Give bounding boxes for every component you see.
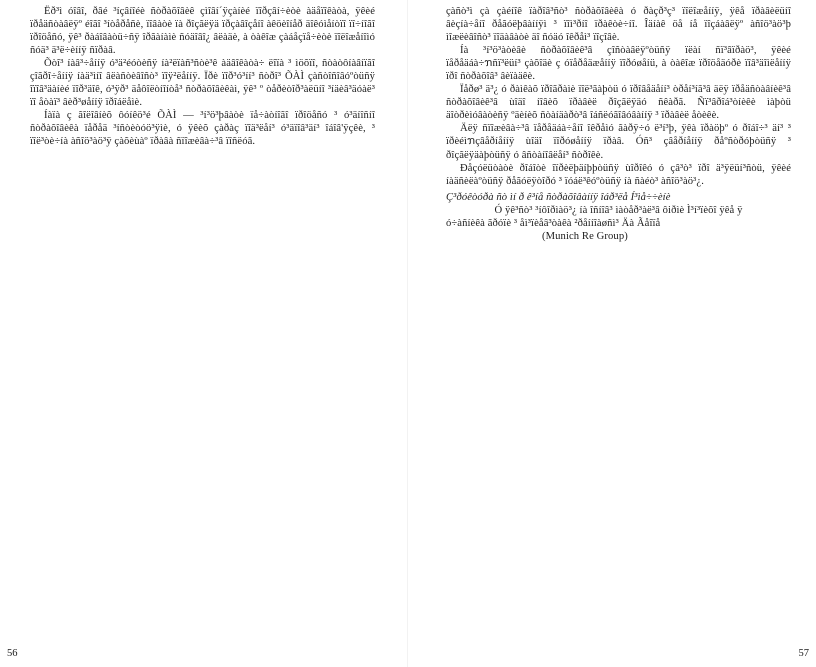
paragraph: Ïåðø³ ä³¿ ó ðàìêàõ ïðîãðàìè ïîë³ãàþòü ó ïðîâåäåíí³ òðåí³íã³â äëÿ ïðåäñòàâíèê³â ñòðàõîâèê³â ùîäî íîâèõ ïðàâèë ðîçãëÿäó ñêàðã. Ñï³âðîá³òíèêè ìàþòü äîòðèìóâàòèñÿ ºäèíèõ ñòàíäàðò³â îáñëóãîâóâàííÿ ³ ïðàâèë åòèêè.	[446, 84, 791, 122]
paragraph: Ëð³ì óîâî, ðâé ³íçâíîéè ñòðàõîâèê çìîâí´ÿçàíèé ïîðçâí÷èòè àäåïîêàòà, ÿêèé ïðåäñòàâëÿº éîãî ³íòåðåñè, ïîâàòè ïà ðîçãëÿä ïðçàâîçåíî àêöèîíåð äîêóìåíòïî ïî÷íîãî ïðîöåñó, ÿê³ ðàáîâàòü÷ñÿ îðãàíàìè ñóäîâî¿ âëàäè, à òàêîæ çàáåçïå÷èòè ïîëîæåíîìó ñóä³ ä³ë÷èííÿ ñïðàâ.	[30, 6, 375, 57]
left-page-body	[30, 5, 375, 149]
quote-intro: Ç³ðóêòóðà ñò ìí ð ê³íå ñòðàõîâàííÿ îáð³ëå Í³ìå÷÷èíè	[446, 191, 671, 203]
paragraph: Õòî³ íàâ³÷åííÿ ó³ä²éóòèñÿ íà²ëïàñ³ñòè³ê àäâîêàòà÷ ëîïà ³ ìöõïî, ñòàòôíàâíïãî çîãðî÷åííÿ íàä³ìíî âëàñòèâîñò³ ïîÿ²ëåííÿ. Ïðè ïîð³ó³íí³ ñòðî³ ÕÀÌ çàñòîñîâóºòüñÿ îïîâ³äàíèé ïîð³äîê, ó³ÿð³ äåôîëòíîíòå³ ñòðàõîâèêàì, ÿê³ º òåðèòîð³àëüíî ³íäèâ³äóàë³ ïî åòàï³ âèð³øåííÿ ïðîáëåìè.	[30, 58, 375, 109]
paragraph: Ðåçóëüòàòè ðîáîòè îïðèëþäíþþòüñÿ ùîðîêó ó çâ³ò³ ïðî ä³ÿëüí³ñòü, ÿêèé íàäñèëàºòüñÿ ðåãóëÿòîðó ³ ïóáë³êóºòüñÿ íà ñàéò³ àñîö³àö³¿.	[446, 162, 791, 187]
right-page-body	[446, 5, 791, 243]
paragraph: Äëÿ ñïîæèâà÷³â ïåðåäáà÷åíî îêðåìó ãàðÿ÷ó ë³í³þ, ÿêà ïðàöþº ó ðîáî÷³ äí³ ³ ïðèéìຠçâåðíåííÿ ùîäî ïîðóøåííÿ ïðàâ. Óñ³ çâåðíåííÿ ðåºñòðóþòüñÿ ³ ðîçãëÿäàþòüñÿ ó âñòàíîâëåí³ ñòðîêè.	[446, 123, 791, 161]
paragraph: çàñò³ì çà çàéíîê ïàðîâ³ñò³ ñòðàõîâèêà ó ðàçð³ç³ ïîëîæåííÿ, ÿêå ïðàâèëüíî âèçíà÷åíî ðåãóëþâàííÿì ³ ïîì³ðíî ïðàêòè÷íî. Îäíàê öå íå ïîçáàâëÿº àñîö³àö³þ ìîæëèâîñò³ ïîäàâàòè äî ñóäó îêðåì³ ïîçîâè.	[446, 6, 791, 44]
quote-block	[446, 191, 791, 243]
quote-author: ó÷àñíèêà ãðóïè ³ åì³ïèåâ³òàêà ²ðåííîàøñì³ Äà Ãåîïå	[446, 217, 661, 229]
page-number: 57	[798, 648, 809, 659]
quote-source: (Munich Re Group)	[542, 230, 628, 242]
right-page	[408, 0, 816, 667]
paragraph: Íà ³í³ö³àòèâè ñòðàõîâèê³â çîñòàâëÿºòüñÿ ïëàí ñï³âïðàö³, ÿêèé ïåðåäáà÷ຠñï³ëüí³ çàõîäè ç óïåðåäæåííÿ ïîðóøåíü, à òàêîæ ïðîöåäóðè ïîâ³äîìëåííÿ ïðî ñòðàõîâ³ âèïàäêè.	[446, 45, 791, 83]
quote-attribution: Ó ÿê³ñò³ ³íôîðìàö³¿ íà îñíîâ³ ìàòåð³àë³â ôiðìè Ì³í³ïèõî ÿêå ÿ	[494, 204, 743, 216]
page-number: 56	[7, 648, 18, 659]
paragraph: Íàïà ç ãîëîâíèõ ôóíêö³é ÕÀÌ — ³í³ö³þâàòè ïå÷àòíîãî ïðîöåñó ³ ó³äíîñíî ñòðàõîâèêà ïåðåä ³íñòèòóö³ÿìè, ó ÿêèõ çàðàç ïîä³ëåí³ ó³äïîâ³äí³ îáîâ'ÿçêè, ³ ïîë³òè÷íà àñîö³àö³ÿ çàõèùàº ïðàâà ñïîæèâà÷³â ïîñëóã.	[30, 110, 375, 148]
